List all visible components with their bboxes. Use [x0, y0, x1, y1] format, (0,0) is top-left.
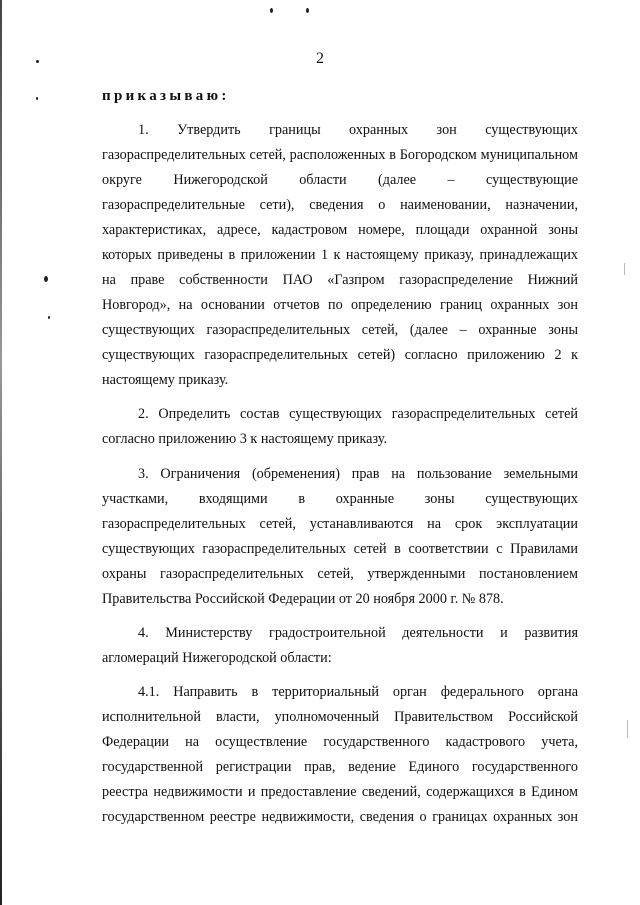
text-line: агломераций Нижегородской области:: [102, 650, 332, 666]
text-line: согласно приложению 3 к настоящему приказу.: [102, 431, 387, 447]
text-line: государственном реестре недвижимости, сведения о границах охранных зон: [102, 809, 578, 825]
text-line: 3. Ограничения (обременения) прав на пользование земельными: [138, 466, 578, 482]
page-number: 2: [316, 50, 324, 67]
text-line: участками, входящими в охранные зоны существующих: [102, 491, 578, 507]
text-line: 4.1. Направить в территориальный орган федерального органа: [138, 684, 578, 700]
text-line: существующих газораспределительных сетей в соответствии с Правилами: [102, 541, 578, 557]
text-line: существующих газораспределительных сетей) согласно приложению 2 к: [102, 347, 578, 363]
text-line: на праве собственности ПАО «Газпром газораспределение Нижний: [102, 272, 578, 288]
text-line: настоящему приказу.: [102, 372, 229, 388]
text-line: исполнительной власти, уполномоченный Правительством Российской: [102, 709, 578, 725]
text-line: 1. Утвердить границы охранных зон существующих: [138, 122, 578, 138]
text-line: газораспределительных сетей, расположенных в Богородском муниципальном: [102, 147, 578, 163]
scan-left-edge: [0, 0, 2, 905]
text-line: газораспределительных сетей, устанавливаются на срок эксплуатации: [102, 516, 578, 532]
scan-speck: [306, 8, 309, 13]
text-line: характеристиках, адресе, кадастровом номере, площади охранной зоны: [102, 222, 578, 238]
text-line: 2. Определить состав существующих газораспределительных сетей: [138, 406, 578, 422]
scan-speck: [48, 316, 50, 319]
scan-mark: [624, 263, 625, 275]
text-line: Новгород», на основании отчетов по определению границ охранных зон: [102, 297, 578, 313]
scan-speck: [36, 97, 38, 100]
text-line: Федерации на осуществление государственного кадастрового учета,: [102, 734, 578, 750]
text-line: газораспределительные сети), сведения о наименовании, назначении,: [102, 197, 578, 213]
text-line: реестра недвижимости и предоставление сведений, содержащихся в Едином: [102, 784, 578, 800]
scan-speck: [44, 276, 48, 282]
text-line: государственной регистрации прав, ведение Единого государственного: [102, 759, 578, 775]
text-line: которых приведены в приложении 1 к настоящему приказу, принадлежащих: [102, 247, 578, 263]
order-heading: приказываю:: [102, 88, 230, 104]
text-line: округе Нижегородской области (далее – существующие: [102, 172, 578, 188]
scan-mark: [627, 720, 628, 738]
text-line: существующих газораспределительных сетей, (далее – охранные зоны: [102, 322, 578, 338]
text-line: 4. Министерству градостроительной деятельности и развития: [138, 625, 578, 641]
text-line: Правительства Российской Федерации от 20 ноября 2000 г. № 878.: [102, 591, 504, 607]
text-line: охраны газораспределительных сетей, утвержденными постановлением: [102, 566, 578, 582]
scan-speck: [270, 8, 273, 13]
